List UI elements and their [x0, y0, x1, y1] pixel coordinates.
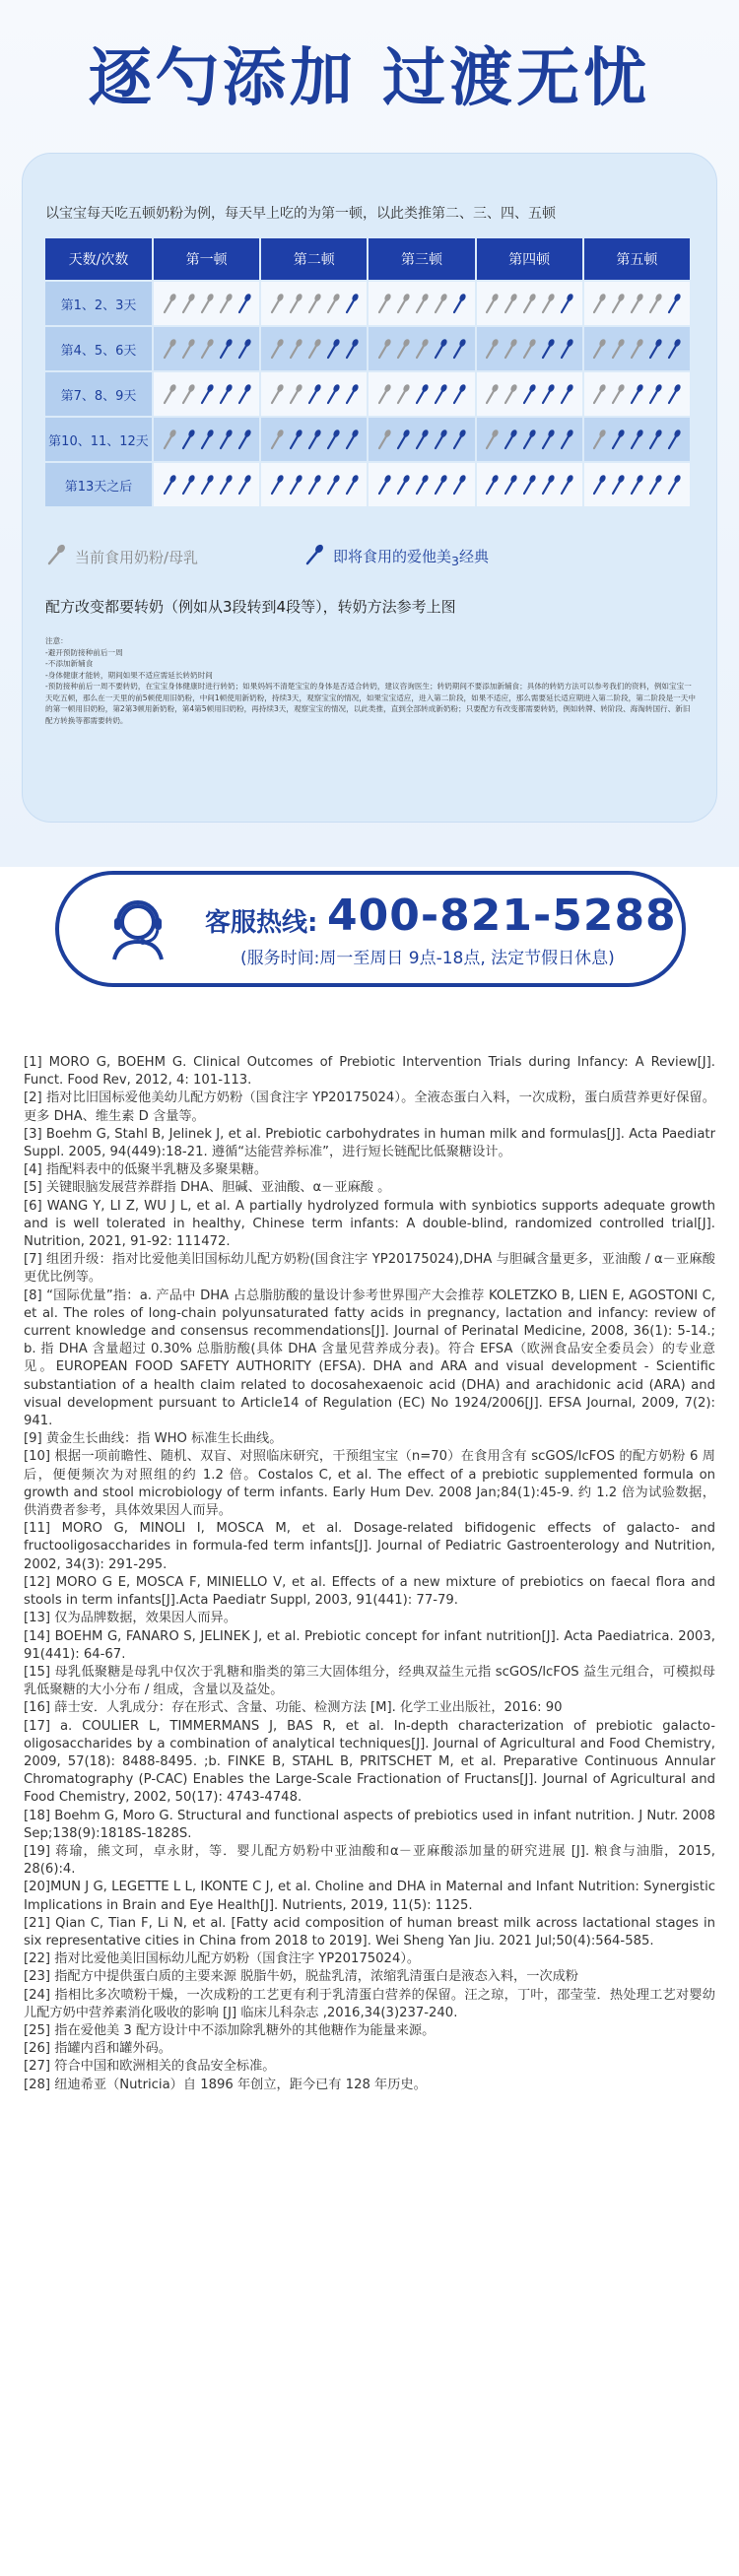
old-spoon-icon — [180, 338, 196, 360]
header-cell: 第四顿 — [477, 238, 582, 280]
table-row — [45, 418, 690, 461]
table-row — [45, 327, 690, 370]
hotline-banner[interactable] — [55, 871, 686, 987]
new-spoon-icon — [414, 429, 430, 450]
page-title: 逐勺添加 过渡无忧 — [88, 42, 651, 115]
reference-item: [10] 根据一项前瞻性、随机、双盲、对照临床研究，干预组宝宝（n=70）在食用含有 scGOS/lcFOS 的配方奶粉 6 周后，便便频次为对照组的约 1.2 倍。Costalos C, et al. The effect of a prebiotic supplemented formula on growth and stool microbiology of term infants. Early Hum Dev. 2008 Jan;84(1):45-9. 约 1.2 倍为试验数据，供消费者参考，具体效果因人而异。 — [24, 1449, 715, 1519]
new-spoon-icon — [451, 338, 467, 360]
reference-item: [15] 母乳低聚糖是母乳中仅次于乳糖和脂类的第三大固体组分，经典双益生元指 scGOS/lcFOS 益生元组合，可模拟母乳低聚糖的大小分布 / 组成，含量以及益处。 — [24, 1664, 715, 1698]
new-spoon-icon — [344, 293, 360, 314]
new-spoon-icon — [199, 429, 215, 450]
new-spoon-icon — [433, 338, 448, 360]
old-spoon-icon — [199, 293, 215, 314]
old-spoon-icon — [484, 338, 500, 360]
new-spoon-icon — [666, 429, 682, 450]
reference-item: [3] Boehm G, Stahl B, Jelinek J, et al. Prebiotic carbohydrates in human milk and formulas[J]. Acta Paediatr Suppl. 2005, 94(449):18-21. 遵循“达能营养标准”，进行短长链配比低聚糖设计。 — [24, 1126, 715, 1160]
new-spoon-icon — [629, 429, 644, 450]
reference-item: [1] MORO G, BOEHM G. Clinical Outcomes of Prebiotic Intervention Trials during Infancy: A Review[J]. Funct. Food Rev, 2012, 4: 101-113. — [24, 1055, 715, 1089]
new-spoon-icon — [180, 429, 196, 450]
spoon-cell — [154, 418, 259, 461]
reference-item: [26] 指罐内舀和罐外码。 — [24, 2041, 171, 2057]
old-spoon-icon — [376, 429, 392, 450]
table-row — [45, 282, 690, 325]
legend-current — [45, 544, 198, 569]
old-spoon-icon — [180, 383, 196, 405]
new-spoon-icon — [306, 429, 322, 450]
old-spoon-icon — [180, 293, 196, 314]
spoon-cell — [584, 418, 690, 461]
old-spoon-icon — [306, 338, 322, 360]
new-spoon-icon — [236, 429, 252, 450]
new-spoon-icon — [306, 474, 322, 495]
new-spoon-icon — [451, 474, 467, 495]
spoon-cell — [154, 282, 259, 325]
day-label: 第13天之后 — [45, 463, 152, 506]
old-spoon-icon — [591, 429, 607, 450]
new-spoon-icon — [540, 474, 556, 495]
old-spoon-icon — [610, 338, 626, 360]
header-cell: 第三顿 — [369, 238, 474, 280]
new-spoon-icon — [540, 338, 556, 360]
old-spoon-icon — [503, 293, 518, 314]
spoon-cell — [584, 372, 690, 416]
new-spoon-icon — [218, 338, 234, 360]
new-spoon-icon — [395, 429, 411, 450]
new-spoon-icon — [629, 383, 644, 405]
new-spoon-icon — [325, 338, 341, 360]
reference-item: [9] 黄金生长曲线：指 WHO 标准生长曲线。 — [24, 1431, 283, 1447]
new-spoon-icon — [433, 383, 448, 405]
header-cell: 天数/次数 — [45, 238, 152, 280]
new-spoon-icon — [666, 338, 682, 360]
header-cell: 第一顿 — [154, 238, 259, 280]
new-spoon-icon — [629, 474, 644, 495]
new-spoon-icon — [647, 474, 663, 495]
new-spoon-icon — [414, 474, 430, 495]
spoon-cell — [369, 327, 474, 370]
old-spoon-icon — [325, 293, 341, 314]
day-label: 第10、11、12天 — [45, 418, 152, 461]
spoon-cell — [369, 418, 474, 461]
old-spoon-icon — [629, 338, 644, 360]
new-spoon-icon — [325, 429, 341, 450]
new-spoon-icon — [559, 429, 574, 450]
new-spoon-icon — [218, 474, 234, 495]
new-spoon-icon — [325, 383, 341, 405]
new-spoon-icon — [236, 338, 252, 360]
old-spoon-icon — [395, 383, 411, 405]
hotline-number[interactable]: 400-821-5288 — [327, 891, 677, 941]
new-spoon-icon — [647, 383, 663, 405]
table-header-row — [45, 238, 690, 280]
old-spoon-icon — [484, 383, 500, 405]
header-cell: 第二顿 — [261, 238, 367, 280]
old-spoon-icon — [162, 429, 177, 450]
spoon-cell — [261, 463, 367, 506]
day-label: 第4、5、6天 — [45, 327, 152, 370]
hotline-label: 客服热线: — [205, 908, 318, 938]
new-spoon-icon — [344, 338, 360, 360]
new-spoon-icon — [433, 429, 448, 450]
old-spoon-icon — [414, 338, 430, 360]
new-spoon-icon — [503, 474, 518, 495]
old-spoon-icon — [218, 293, 234, 314]
hotline-hours: (服务时间:周一至周日 9点-18点, 法定节假日休息) — [240, 949, 615, 968]
old-spoon-icon — [376, 338, 392, 360]
new-spoon-icon — [540, 429, 556, 450]
old-spoon-icon — [162, 383, 177, 405]
reference-item: [16] 薛士安．人乳成分：存在形式、含量、功能、检测方法 [M]. 化学工业出版社，2016: 90 — [24, 1700, 563, 1716]
old-spoon-icon — [45, 544, 67, 569]
new-spoon-icon — [306, 383, 322, 405]
new-spoon-icon — [180, 474, 196, 495]
reference-item: [20]MUN J G, LEGETTE L L, IKONTE C J, et al. Choline and DHA in Maternal and Infant Nutrition: Synergistic Implications in Brain and Eye Health[J]. Nutrients, 2019, 11(5): 1125. — [24, 1880, 715, 1913]
old-spoon-icon — [484, 293, 500, 314]
new-spoon-icon — [451, 383, 467, 405]
old-spoon-icon — [306, 293, 322, 314]
reference-item: [17] a. COULIER L, TIMMERMANS J, BAS R, et al. In-depth characterization of prebiotic galacto-oligosaccharides by a combination of analytical techniques[J]. Journal of Agricultural and Food Chemistry, 2009, 57(18): 8488-8495. ;b. FINKE B, STAHL B, PRITSCHET M, et al. Preparative Continuous Annular Chromatography (P-CAC) Enables the Large-Scale Fractionation of Fructans[J]. Journal of Agricultural and Food Chemistry, 2002, 50(17): 4743-4748. — [24, 1718, 715, 1806]
reference-item: [19] 蒋瑜，熊文珂，卓永財，等．婴儿配方奶粉中亚油酸和α－亚麻酸添加量的研究进展 [J]. 粮食与油脂，2015, 28(6):4. — [24, 1843, 715, 1878]
old-spoon-icon — [395, 338, 411, 360]
reference-item: [2] 指对比旧国标爱他美幼儿配方奶粉（国食注字 YP20175024）。全液态蛋白入料，一次成粉，蛋白质营养更好保留。更多 DHA、维生素 D 含量等。 — [24, 1090, 715, 1124]
new-spoon-icon — [647, 429, 663, 450]
new-spoon-icon — [521, 474, 537, 495]
new-spoon-icon — [344, 429, 360, 450]
new-spoon-icon — [162, 474, 177, 495]
new-spoon-icon — [236, 474, 252, 495]
spoon-cell — [584, 463, 690, 506]
new-spoon-icon — [236, 293, 252, 314]
new-spoon-icon — [591, 474, 607, 495]
old-spoon-icon — [162, 338, 177, 360]
day-label: 第1、2、3天 — [45, 282, 152, 325]
old-spoon-icon — [610, 293, 626, 314]
reference-item: [13] 仅为品牌数据，效果因人而异。 — [24, 1611, 236, 1626]
new-spoon-icon — [559, 293, 574, 314]
reference-item: [11] MORO G, MINOLI I, MOSCA M, et al. Dosage-related bifidogenic effects of galacto- and fructooligosaccharides in formula-fed term infants[J]. Journal of Pediatric Gastroenterology and Nutrition, 2002, 34(3): 291-295. — [24, 1521, 715, 1572]
new-spoon-icon — [503, 429, 518, 450]
old-spoon-icon — [433, 293, 448, 314]
spoon-cell — [369, 282, 474, 325]
new-spoon-icon — [433, 474, 448, 495]
old-spoon-icon — [269, 338, 285, 360]
old-spoon-icon — [288, 293, 303, 314]
reference-item: [8] “国际优量”指：a. 产品中 DHA 占总脂肪酸的量设计参考世界围产大会推荐 KOLETZKO B, LIEN E, AGOSTONI C, et al. The roles of long-chain polyunsaturated fatty acids in pregnancy, lactation and infancy: review of current knowledge and consensus recommendations[J]. Journal of Perinatal Medicine, 2008, 36(1): 5-14.; b. 指 DHA 含量超过 0.30% 总脂肪酸(具体 DHA 含量见营养成分表)。符合 EFSA（欧洲食品安全委员会）的专业意见。EUROPEAN FOOD SAFETY AUTHORITY (EFSA). DHA and ARA and visual development - Scientific substantiation of a health claim related to docosahexaenoic acid (DHA) and arachidonic acid (ARA) and visual development pursuant to Article14 of Regulation (EC) No 1924/2006[J]. EFSA Journal, 2009, 7(2): 941. — [24, 1288, 715, 1429]
old-spoon-icon — [162, 293, 177, 314]
old-spoon-icon — [521, 293, 537, 314]
note-line: -预防接种前后一周不要转奶，在宝宝身体健康时进行转奶；如果妈妈不清楚宝宝的身体是否适合转奶，建议咨询医生；转奶期间不要添加新辅食；具体的转奶方法可以参考我们的资料，例如宝宝一天吃五顿，那么在一天里的前5顿使用旧奶粉，中间1顿使用新奶粉，持续3天，观察宝宝的情况，如果宝宝适应，进入第二阶段，如果不适应，那么需要延长适应期进入第二阶段，第二阶段是一天中的第一顿用旧奶粉，第2第3顿用新奶粉，第4第5顿用旧奶粉，再持续3天，观察宝宝的情况，以此类推，直到全部转成新奶粉；只要配方有改变都需要转奶，例如转牌、转阶段、海淘转国行、新旧配方转换等都需要转奶。 — [45, 682, 696, 725]
feeding-schedule-table — [43, 236, 692, 508]
new-spoon-icon — [218, 429, 234, 450]
new-spoon-icon — [344, 383, 360, 405]
reference-item: [18] Boehm G, Moro G. Structural and functional aspects of prebiotics used in infant nutrition. J Nutr. 2008 Sep;138(9):1818S-1828S. — [24, 1808, 715, 1841]
intro-text: 以宝宝每天吃五顿奶粉为例，每天早上吃的为第一顿，以此类推第二、三、四、五顿 — [45, 206, 556, 222]
new-spoon-icon — [288, 429, 303, 450]
new-spoon-icon — [451, 293, 467, 314]
spoon-cell — [369, 463, 474, 506]
change-note: 配方改变都要转奶（例如从3段转到4段等），转奶方法参考上图 — [45, 598, 456, 616]
spoon-cell — [477, 372, 582, 416]
reference-item: [6] WANG Y, LI Z, WU J L, et al. A partially hydrolyzed formula with synbiotics supports adequate growth and is well tolerated in healthy, Chinese term infants: A double-blind, randomized controlled trial[J]. Nutrition, 2021, 91-92: 111472. — [24, 1198, 715, 1250]
new-spoon-icon — [666, 293, 682, 314]
legend-current-label: 当前食用奶粉/母乳 — [75, 548, 199, 566]
old-spoon-icon — [629, 293, 644, 314]
reference-item: [12] MORO G E, MOSCA F, MINIELLO V, et al. Effects of a new mixture of prebiotics on faecal flora and stools in term infants[J].Acta Paediatr Suppl, 2003, 91(441): 77-79. — [24, 1574, 715, 1609]
reference-item: [14] BOEHM G, FANARO S, JELINEK J, et al. Prebiotic concept for infant nutrition[J]. Acta Paediatrica. 2003, 91(441): 64-67. — [24, 1628, 715, 1662]
spoon-cell — [584, 282, 690, 325]
spoon-cell — [261, 282, 367, 325]
new-spoon-icon — [540, 383, 556, 405]
spoon-cell — [154, 463, 259, 506]
table-row — [45, 463, 690, 506]
old-spoon-icon — [395, 293, 411, 314]
reference-item: [27] 符合中国和欧洲相关的食品安全标准。 — [24, 2059, 276, 2075]
new-spoon-icon — [666, 383, 682, 405]
new-spoon-icon — [559, 383, 574, 405]
new-spoon-icon — [610, 429, 626, 450]
note-line: -不添加新辅食 — [45, 659, 94, 668]
reference-item: [21] Qian C, Tian F, Li N, et al. [Fatty acid composition of human breast milk across lactational stages in six representative cities in China from 2018 to 2019]. Wei Sheng Yan Jiu. 2021 Jul;50(4):564-585. — [24, 1915, 715, 1949]
new-spoon-icon — [451, 429, 467, 450]
old-spoon-icon — [610, 383, 626, 405]
references-list — [24, 1054, 715, 2094]
old-spoon-icon — [269, 383, 285, 405]
old-spoon-icon — [288, 383, 303, 405]
new-spoon-icon — [218, 383, 234, 405]
reference-item: [7] 组团升级：指对比爱他美旧国标幼儿配方奶粉(国食注字 YP20175024),DHA 与胆碱含量更多，亚油酸 / α－亚麻酸更优比例等。 — [24, 1252, 715, 1286]
spoon-cell — [584, 327, 690, 370]
new-spoon-icon — [199, 474, 215, 495]
new-spoon-icon — [325, 474, 341, 495]
new-spoon-icon — [236, 383, 252, 405]
old-spoon-icon — [521, 338, 537, 360]
old-spoon-icon — [591, 293, 607, 314]
new-spoon-icon — [414, 383, 430, 405]
spoon-cell — [261, 372, 367, 416]
day-label: 第7、8、9天 — [45, 372, 152, 416]
reference-item: [23] 指配方中提供蛋白质的主要来源 脱脂牛奶，脱盐乳清，浓缩乳清蛋白是液态入料，一次成粉 — [24, 1969, 578, 1985]
spoon-cell — [477, 282, 582, 325]
spoon-cell — [369, 372, 474, 416]
legend-next-label: 即将食用的爱他美$_3$经典 — [333, 547, 489, 568]
new-spoon-icon — [647, 338, 663, 360]
new-spoon-icon — [666, 474, 682, 495]
old-spoon-icon — [376, 383, 392, 405]
old-spoon-icon — [288, 338, 303, 360]
note-line: -避开预防接种前后一周 — [45, 647, 123, 657]
old-spoon-icon — [414, 293, 430, 314]
new-spoon-icon — [521, 383, 537, 405]
new-spoon-icon — [395, 474, 411, 495]
old-spoon-icon — [269, 293, 285, 314]
spoon-legend — [45, 544, 696, 569]
old-spoon-icon — [376, 293, 392, 314]
reference-item: [4] 指配料表中的低聚半乳糖及多聚果糖。 — [24, 1162, 268, 1178]
new-spoon-icon — [521, 429, 537, 450]
old-spoon-icon — [591, 338, 607, 360]
new-spoon-icon — [376, 474, 392, 495]
reference-item: [24] 指相比多次喷粉干燥，一次成粉的工艺更有利于乳清蛋白营养的保留。汪之琼，丁叶，邵莹莹．热处理工艺对婴幼儿配方奶中营养素消化吸收的影响 [J] 临床儿科杂志 ,2016,34(3)237-240. — [24, 1987, 715, 2020]
spoon-cell — [477, 418, 582, 461]
new-spoon-icon — [288, 474, 303, 495]
new-spoon-icon — [610, 474, 626, 495]
reference-item: [28] 纽迪希亚（Nutricia）自 1896 年创立，距今已有 128 年历史。 — [24, 2077, 427, 2092]
headset-agent-icon — [89, 896, 187, 965]
spoon-cell — [261, 327, 367, 370]
reference-item: [25] 指在爱他美 3 配方设计中不添加除乳糖外的其他糖作为能量来源。 — [24, 2022, 436, 2038]
new-spoon-icon — [303, 544, 325, 569]
spoon-cell — [477, 463, 582, 506]
new-spoon-icon — [559, 474, 574, 495]
spoon-cell — [261, 418, 367, 461]
notes-list — [45, 635, 696, 726]
old-spoon-icon — [540, 293, 556, 314]
note-line: 注意： — [45, 636, 68, 645]
old-spoon-icon — [199, 338, 215, 360]
header-cell: 第五顿 — [584, 238, 690, 280]
new-spoon-icon — [484, 474, 500, 495]
new-spoon-icon — [559, 338, 574, 360]
old-spoon-icon — [269, 429, 285, 450]
old-spoon-icon — [503, 338, 518, 360]
spoon-cell — [477, 327, 582, 370]
table-row — [45, 372, 690, 416]
old-spoon-icon — [647, 293, 663, 314]
old-spoon-icon — [591, 383, 607, 405]
spoon-cell — [154, 372, 259, 416]
note-line: -身体健康才能转，期间如果不适应需延长转奶时间 — [45, 670, 213, 680]
legend-next — [303, 544, 489, 569]
old-spoon-icon — [503, 383, 518, 405]
reference-item: [5] 关键眼脑发展营养群指 DHA、胆碱、亚油酸、α－亚麻酸 。 — [24, 1180, 391, 1196]
reference-item: [22] 指对比爱他美旧国标幼儿配方奶粉（国食注字 YP20175024）。 — [24, 1951, 421, 1967]
old-spoon-icon — [484, 429, 500, 450]
new-spoon-icon — [199, 383, 215, 405]
new-spoon-icon — [269, 474, 285, 495]
new-spoon-icon — [344, 474, 360, 495]
spoon-cell — [154, 327, 259, 370]
